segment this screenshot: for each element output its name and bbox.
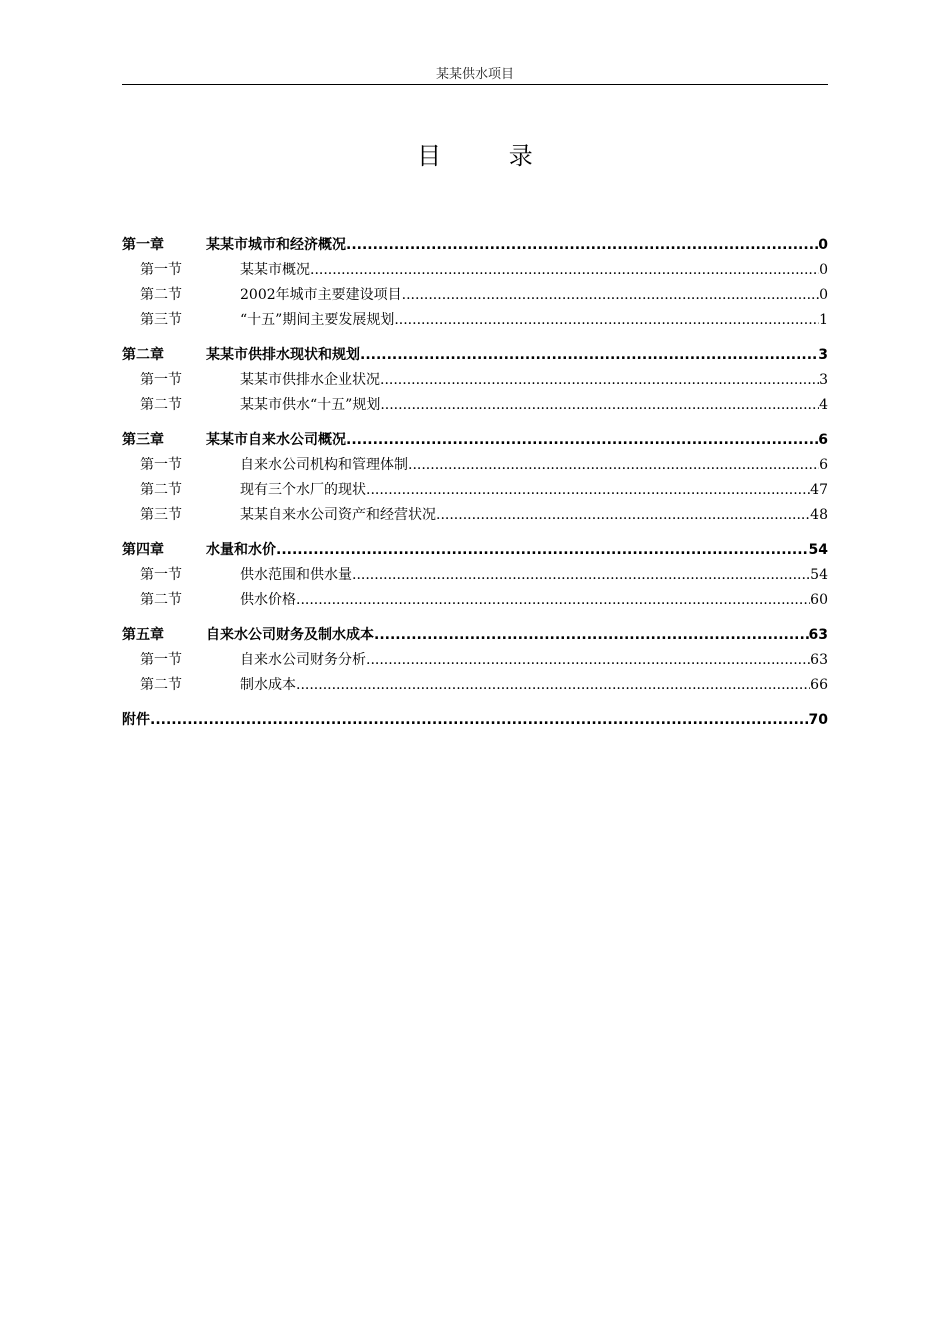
section-label: 第三节	[140, 312, 182, 328]
toc-section-1-3[interactable]	[122, 308, 828, 333]
chapter-label: 第一章	[122, 237, 164, 253]
toc-section-2-1[interactable]	[122, 368, 828, 393]
dot-leader	[402, 283, 819, 308]
dot-leader	[346, 233, 818, 258]
section-title: 某某市供排水企业状况	[240, 372, 380, 388]
appendix-title: 附件	[122, 712, 150, 728]
section-title: 制水成本	[240, 677, 296, 693]
dot-leader	[380, 393, 819, 418]
page-number: 6	[818, 432, 828, 448]
page-number: 54	[810, 567, 828, 583]
chapter-label: 第五章	[122, 627, 164, 643]
section-label: 第二节	[140, 677, 182, 693]
toc-section-1-1[interactable]	[122, 258, 828, 283]
toc-chapter-5[interactable]	[122, 623, 828, 648]
dot-leader	[352, 563, 810, 588]
dot-leader	[276, 538, 809, 563]
section-title: 自来水公司机构和管理体制	[240, 457, 408, 473]
section-label: 第二节	[140, 397, 182, 413]
page-number: 3	[819, 372, 828, 388]
page-number: 66	[810, 677, 828, 693]
section-label: 第二节	[140, 482, 182, 498]
toc-section-4-1[interactable]	[122, 563, 828, 588]
toc-section-3-2[interactable]	[122, 478, 828, 503]
section-label: 第二节	[140, 592, 182, 608]
section-title: 自来水公司财务分析	[240, 652, 366, 668]
chapter-title: 某某市城市和经济概况	[206, 237, 346, 253]
page-header: 某某供水项目	[435, 67, 514, 82]
section-label: 第一节	[140, 457, 182, 473]
chapter-title: 某某市供排水现状和规划	[206, 347, 360, 363]
chapter-title: 水量和水价	[206, 542, 276, 558]
page-number: 70	[808, 712, 828, 728]
page-number: 60	[810, 592, 828, 608]
section-label: 第一节	[140, 652, 182, 668]
toc-section-3-3[interactable]	[122, 503, 828, 528]
toc-chapter-1[interactable]	[122, 233, 828, 258]
page-number: 54	[808, 542, 828, 558]
dot-leader	[346, 428, 818, 453]
dot-leader	[296, 588, 810, 613]
section-title: 供水范围和供水量	[240, 567, 352, 583]
section-label: 第一节	[140, 262, 182, 278]
dot-leader	[310, 258, 819, 283]
page-number: 6	[819, 457, 828, 473]
dot-leader	[374, 623, 809, 648]
section-title: 2002年城市主要建设项目	[240, 287, 402, 303]
section-label: 第一节	[140, 372, 182, 388]
page-number: 63	[810, 652, 828, 668]
section-title: “十五”期间主要发展规划	[240, 312, 395, 328]
page-number: 0	[818, 237, 828, 253]
page-number: 4	[819, 397, 828, 413]
page-number: 47	[810, 482, 828, 498]
page-number: 0	[819, 262, 828, 278]
dot-leader	[394, 308, 819, 333]
toc-title: 目 录	[417, 142, 563, 170]
dot-leader	[360, 343, 818, 368]
toc-section-5-1[interactable]	[122, 648, 828, 673]
page-number: 63	[808, 627, 828, 643]
toc-section-2-2[interactable]	[122, 393, 828, 418]
section-label: 第二节	[140, 287, 182, 303]
dot-leader	[150, 708, 809, 733]
toc-chapter-4[interactable]	[122, 538, 828, 563]
section-title: 现有三个水厂的现状	[240, 482, 366, 498]
page-number: 1	[819, 312, 828, 328]
toc-section-4-2[interactable]	[122, 588, 828, 613]
toc-chapter-3[interactable]	[122, 428, 828, 453]
chapter-label: 第三章	[122, 432, 164, 448]
chapter-label: 第四章	[122, 542, 164, 558]
toc-section-5-2[interactable]	[122, 673, 828, 698]
page-number: 0	[819, 287, 828, 303]
section-title: 某某自来水公司资产和经营状况	[240, 507, 436, 523]
dot-leader	[296, 673, 810, 698]
chapter-title: 某某市自来水公司概况	[206, 432, 346, 448]
toc-chapter-2[interactable]	[122, 343, 828, 368]
section-title: 某某市供水“十五”规划	[240, 397, 381, 413]
toc-section-1-2[interactable]	[122, 283, 828, 308]
dot-leader	[366, 478, 810, 503]
chapter-title: 自来水公司财务及制水成本	[206, 627, 374, 643]
dot-leader	[408, 453, 819, 478]
dot-leader	[436, 503, 810, 528]
section-label: 第三节	[140, 507, 182, 523]
page-number: 3	[818, 347, 828, 363]
section-label: 第一节	[140, 567, 182, 583]
section-title: 供水价格	[240, 592, 296, 608]
chapter-label: 第二章	[122, 347, 164, 363]
header-rule	[122, 84, 828, 85]
page-number: 48	[810, 507, 828, 523]
toc-section-3-1[interactable]	[122, 453, 828, 478]
table-of-contents	[122, 233, 828, 733]
toc-appendix[interactable]	[122, 708, 828, 733]
dot-leader	[366, 648, 810, 673]
dot-leader	[380, 368, 819, 393]
section-title: 某某市概况	[240, 262, 310, 278]
